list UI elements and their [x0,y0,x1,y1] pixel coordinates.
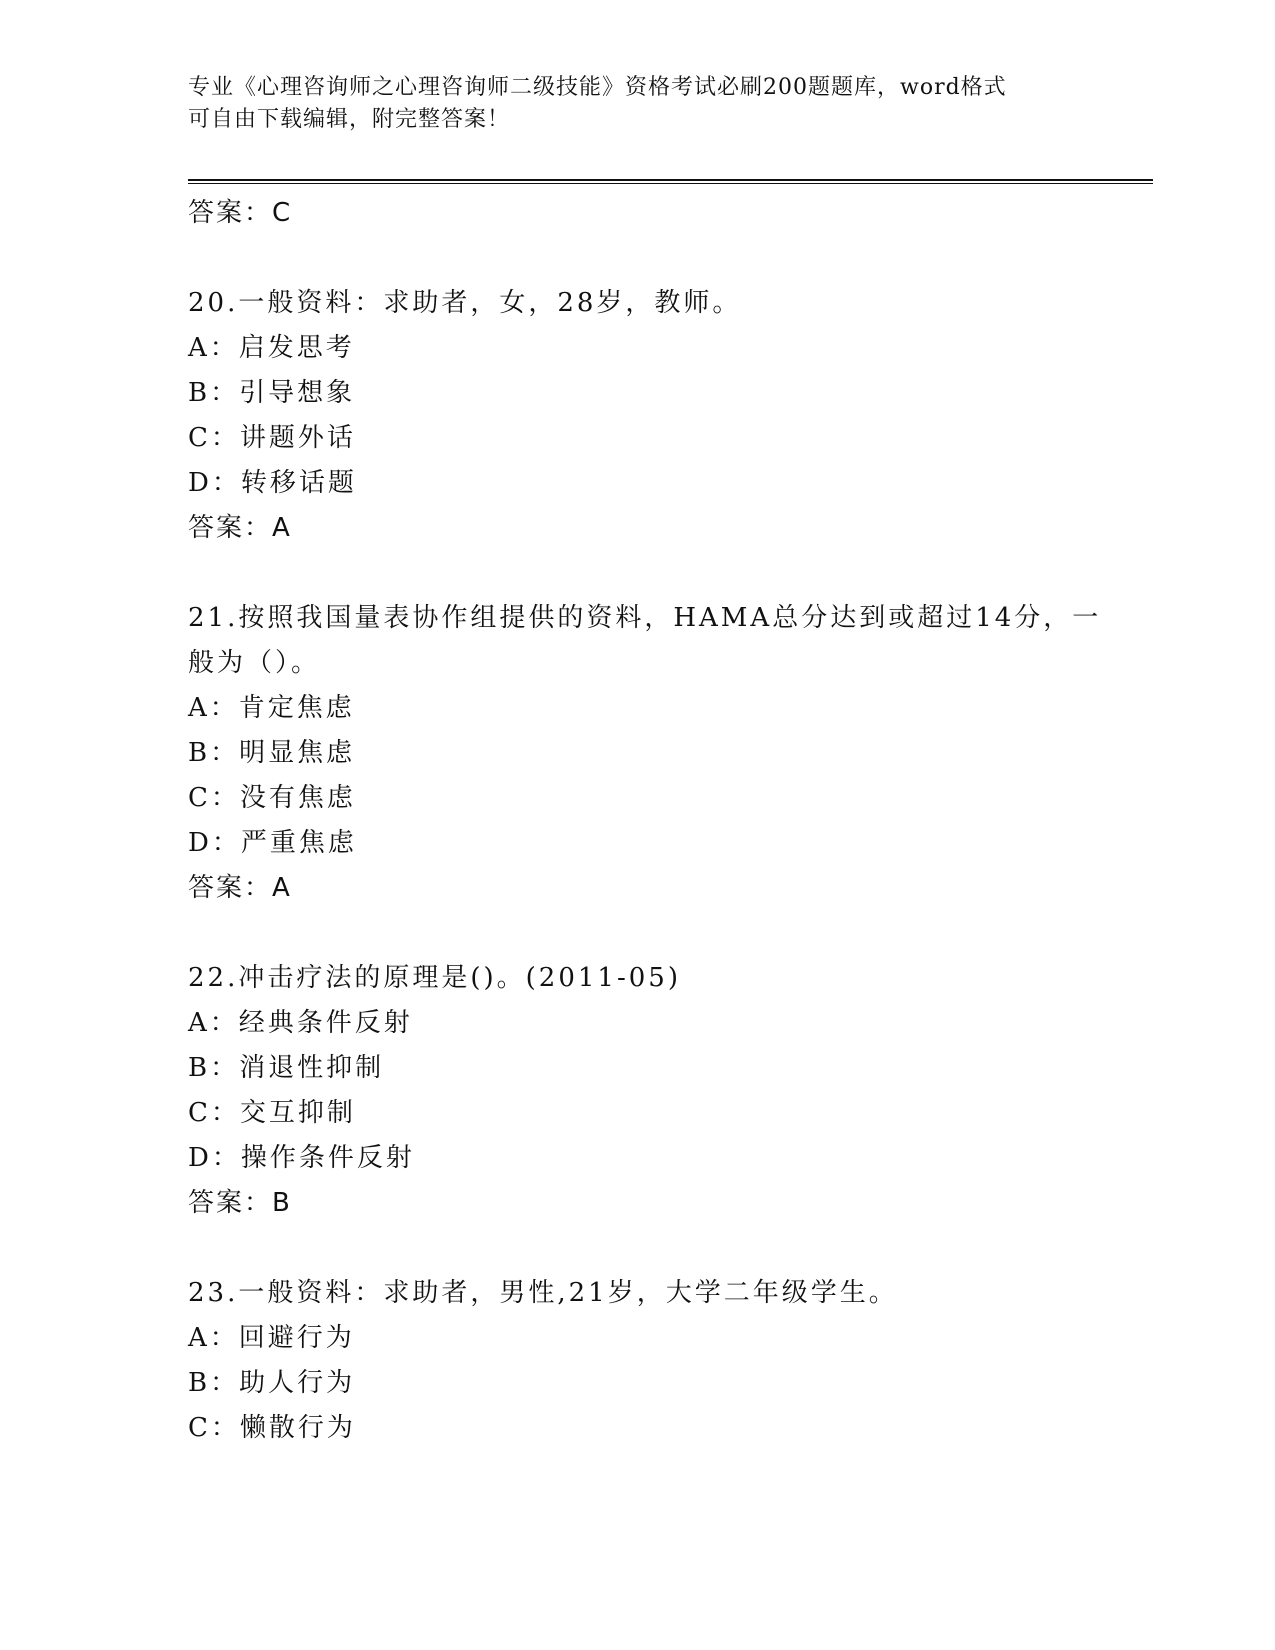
option-c: C：懒散行为 [188,1413,356,1443]
option-b: B：助人行为 [188,1368,356,1398]
option-d: D：严重焦虑 [188,828,357,858]
header-title-line-2: 可自由下载编辑，附完整答案！ [188,107,511,132]
header-title-line-1: 专业《心理咨询师之心理咨询师二级技能》资格考试必刷200题题库，word格式 [188,75,1007,100]
answer: 答案：A [188,873,292,903]
option-c: C：讲题外话 [188,423,356,453]
answer: 答案：A [188,513,292,543]
option-b: B：消退性抑制 [188,1053,385,1083]
question-stem: 21.按照我国量表协作组提供的资料，HAMA总分达到或超过14分，一 [188,603,1102,633]
option-d: D：转移话题 [188,468,357,498]
page-header [188,72,1088,136]
option-a: A：回避行为 [188,1323,355,1353]
header-divider [188,179,1153,181]
question-list [188,191,1102,1451]
question-stem: 22.冲击疗法的原理是()。(2011-05) [188,963,681,993]
spacer [188,911,1088,956]
question-23 [188,1271,1088,1451]
option-c: C：交互抑制 [188,1098,356,1128]
spacer [188,236,1088,281]
answer: 答案：B [188,1188,292,1218]
question-20 [188,281,1088,551]
question-stem: 20.一般资料：求助者，女，28岁，教师。 [188,288,742,318]
question-stem: 23.一般资料：求助者，男性,21岁，大学二年级学生。 [188,1278,898,1308]
spacer [188,1226,1088,1271]
option-d: D：操作条件反射 [188,1143,415,1173]
option-a: A：肯定焦虑 [188,693,355,723]
option-a: A：经典条件反射 [188,1008,413,1038]
question-22 [188,956,1088,1226]
header-divider-thin [188,183,1153,184]
option-b: B：明显焦虑 [188,738,356,768]
question-21 [188,596,1102,911]
spacer [188,551,1088,596]
option-b: B：引导想象 [188,378,356,408]
question-stem-continued: 般为（）。 [188,648,321,678]
option-a: A：启发思考 [188,333,355,363]
option-c: C：没有焦虑 [188,783,356,813]
previous-answer: 答案：C [188,198,293,228]
